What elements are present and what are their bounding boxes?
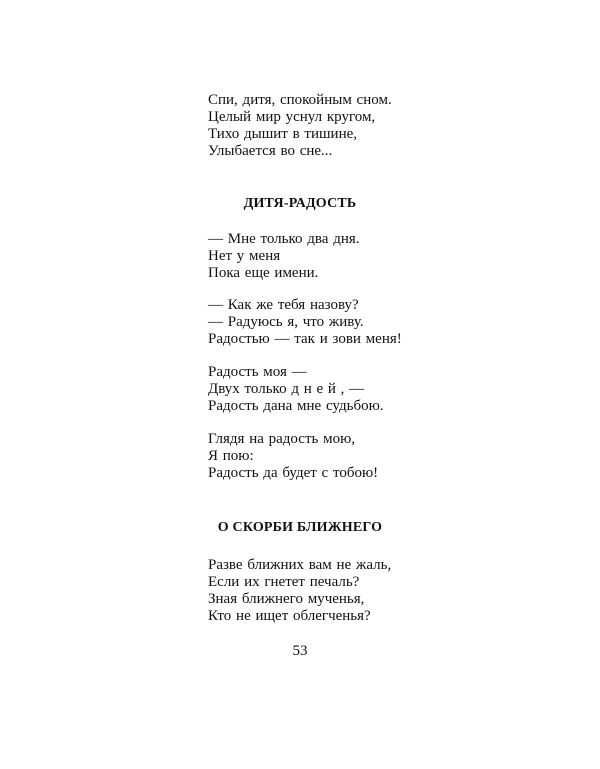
poem-line: Радостью — так и зови меня! [208, 331, 402, 347]
poem-line: Глядя на радость мою, [208, 431, 356, 447]
poem-line: — Мне только два дня. [208, 231, 360, 247]
poem-line: Зная ближнего мученья, [208, 591, 365, 607]
poem-line: Радость да будет с тобою! [208, 465, 379, 481]
poem-line: Радость моя — [208, 364, 307, 380]
poem-line: Двух только д н е й , — [208, 381, 365, 397]
stanza [208, 297, 538, 348]
poem-line: Спи, дитя, спокойным сном. [208, 92, 392, 108]
poem-line: Если их гнетет печаль? [208, 574, 360, 590]
poem-line: — Как же тебя назову? [208, 297, 359, 313]
poem-o-skorbi [208, 557, 538, 625]
poem-line: Улыбается во сне... [208, 143, 333, 159]
poem-lullaby-ending [208, 92, 538, 160]
poem-line: Разве ближних вам не жаль, [208, 557, 392, 573]
stanza [208, 431, 538, 482]
poem-line: Тихо дышит в тишине, [208, 126, 358, 142]
poem-line: Я пою: [208, 448, 254, 464]
stanza [208, 231, 538, 282]
poem-title-o-skorbi-blizhnego: О СКОРБИ БЛИЖНЕГО [217, 520, 383, 535]
stanza [208, 364, 538, 415]
poem-line: — Радуюсь я, что живу. [208, 314, 364, 330]
page-number: 53 [292, 643, 308, 659]
poem-line: Пока еще имени. [208, 265, 319, 281]
poem-line: Нет у меня [208, 248, 281, 264]
poem-line: Кто не ищет облегченья? [208, 608, 371, 624]
poem-line: Целый мир уснул кругом, [208, 109, 376, 125]
poem-title-ditya-radost: ДИТЯ-РАДОСТЬ [243, 196, 357, 211]
poem-line: Радость дана мне судьбою. [208, 398, 384, 414]
